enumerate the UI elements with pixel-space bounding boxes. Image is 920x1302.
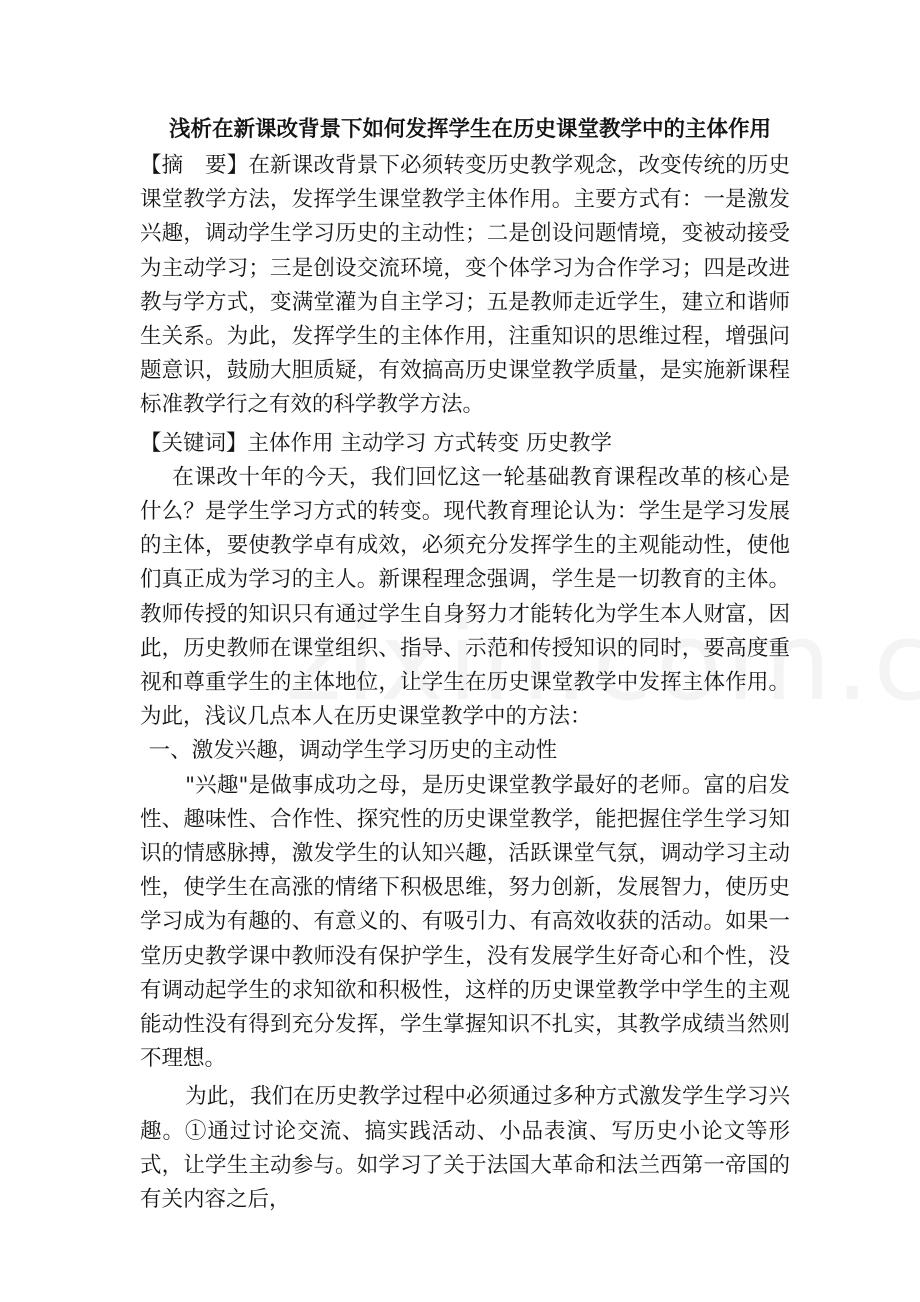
section-heading-1: 一、激发兴趣，调动学生学习历史的主动性 — [148, 738, 558, 764]
document-title: 浅析在新课改背景下如何发挥学生在历史课堂教学中的主体作用 — [168, 117, 771, 142]
section1-paragraph-2: 为此，我们在历史教学过程中必须通过多种方式激发学生学习兴趣。①通过讨论交流、搞实践活动、小品表演、写历史小论文等形式，让学生主动参与。如学习了关于法国大革命和法兰西第一帝国的有关内容之后， — [140, 1084, 790, 1213]
abstract-paragraph: 【摘 要】在新课改背景下必须转变历史教学观念，改变传统的历史课堂教学方法，发挥学生课堂教学主体作用。主要方式有：一是激发兴趣，调动学生学习历史的主动性；二是创设问题情境，变被动接受为主动学习；三是创设交流环境，变个体学习为合作学习；四是改进教与学方式，变满堂灌为自主学习；五是教师走近学生，建立和谐师生关系。为此，发挥学生的主体作用，注重知识的思维过程，增强问题意识，鼓励大胆质疑，有效搞高历史课堂教学质量，是实施新课程标准教学行之有效的科学教学方法。 — [140, 153, 790, 418]
keywords-line: 【关键词】主体作用 主动学习 方式转变 历史教学 — [140, 430, 613, 456]
intro-paragraph: 在课改十年的今天，我们回忆这一轮基础教育课程改革的核心是什么？是学生学习方式的转变。现代教育理论认为：学生是学习发展的主体，要使教学卓有成效，必须充分发挥学生的主观能动性，使他们真正成为学习的主人。新课程理念强调，学生是一切教育的主体。教师传授的知识只有通过学生自身努力才能转化为学生本人财富，因此，历史教师在课堂组织、指导、示范和传授知识的同时，要高度重视和尊重学生的主体地位，让学生在历史课堂教学中发挥主体作用。为此，浅议几点本人在历史课堂教学中的方法： — [140, 464, 790, 730]
document-body — [140, 111, 790, 1217]
section1-paragraph-1: "兴趣"是做事成功之母，是历史课堂教学最好的老师。富的启发性、趣味性、合作性、探究性的历史课堂教学，能把握住学生学习知识的情感脉搏，激发学生的认知兴趣，活跃课堂气氛，调动学习主动性，使学生在高涨的情绪下积极思维，努力创新，发展智力，使历史学习成为有趣的、有意义的、有吸引力、有高效收获的活动。如果一堂历史教学课中教师没有保护学生，没有发展学生好奇心和个性，没有调动起学生的求知欲和积极性，这样的历史课堂教学中学生的主观能动性没有得到充分发挥，学生掌握知识不扎实，其教学成绩当然则不理想。 — [140, 772, 790, 1072]
